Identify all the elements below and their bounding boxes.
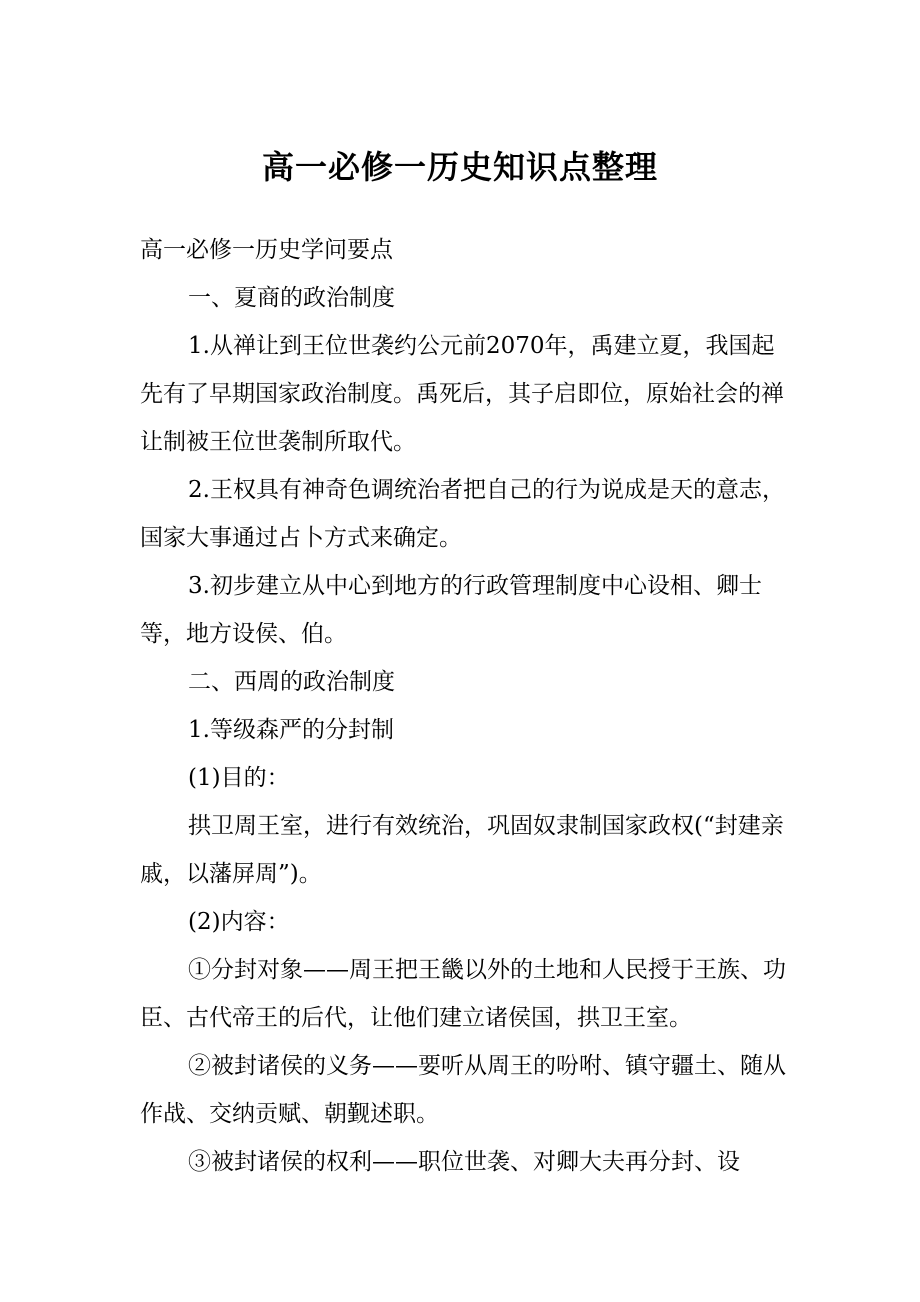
paragraph-content-1: ①分封对象——周王把王畿以外的土地和人民授于王族、功臣、古代帝王的后代，让他们建立诸侯国，拱卫王室。 [140, 957, 786, 1031]
section-heading: 高一必修一历史学问要点 [140, 237, 393, 263]
subheading-purpose: (1)目的： [188, 765, 290, 791]
paragraph-1: 1.从禅让到王位世袭约公元前2070年，禹建立夏，我国起先有了早期国家政治制度。禹死后，其子启即位，原始社会的禅让制被王位世袭制所取代。 [140, 333, 784, 455]
section-heading-2: 二、西周的政治制度 [188, 669, 395, 695]
document-title: 高一必修一历史知识点整理 [261, 148, 658, 186]
subheading-fengjian: 1.等级森严的分封制 [188, 717, 394, 743]
paragraph-2: 2.王权具有神奇色调统治者把自己的行为说成是天的意志，国家大事通过占卜方式来确定。 [140, 477, 785, 551]
paragraph-purpose: 拱卫周王室，进行有效统治，巩固奴隶制国家政权(“封建亲戚，以藩屏周”)。 [140, 813, 784, 887]
paragraph-content-3: ③被封诸侯的权利——职位世袭、对卿大夫再分封、设 [188, 1149, 740, 1175]
document-body [140, 226, 788, 1186]
subheading-content: (2)内容： [188, 909, 290, 935]
section-heading-1: 一、夏商的政治制度 [188, 285, 395, 311]
paragraph-content-2: ②被封诸侯的义务——要听从周王的吩咐、镇守疆土、随从作战、交纳贡赋、朝觐述职。 [140, 1053, 786, 1127]
paragraph-3: 3.初步建立从中心到地方的行政管理制度中心设相、卿士等，地方设侯、伯。 [140, 573, 762, 647]
